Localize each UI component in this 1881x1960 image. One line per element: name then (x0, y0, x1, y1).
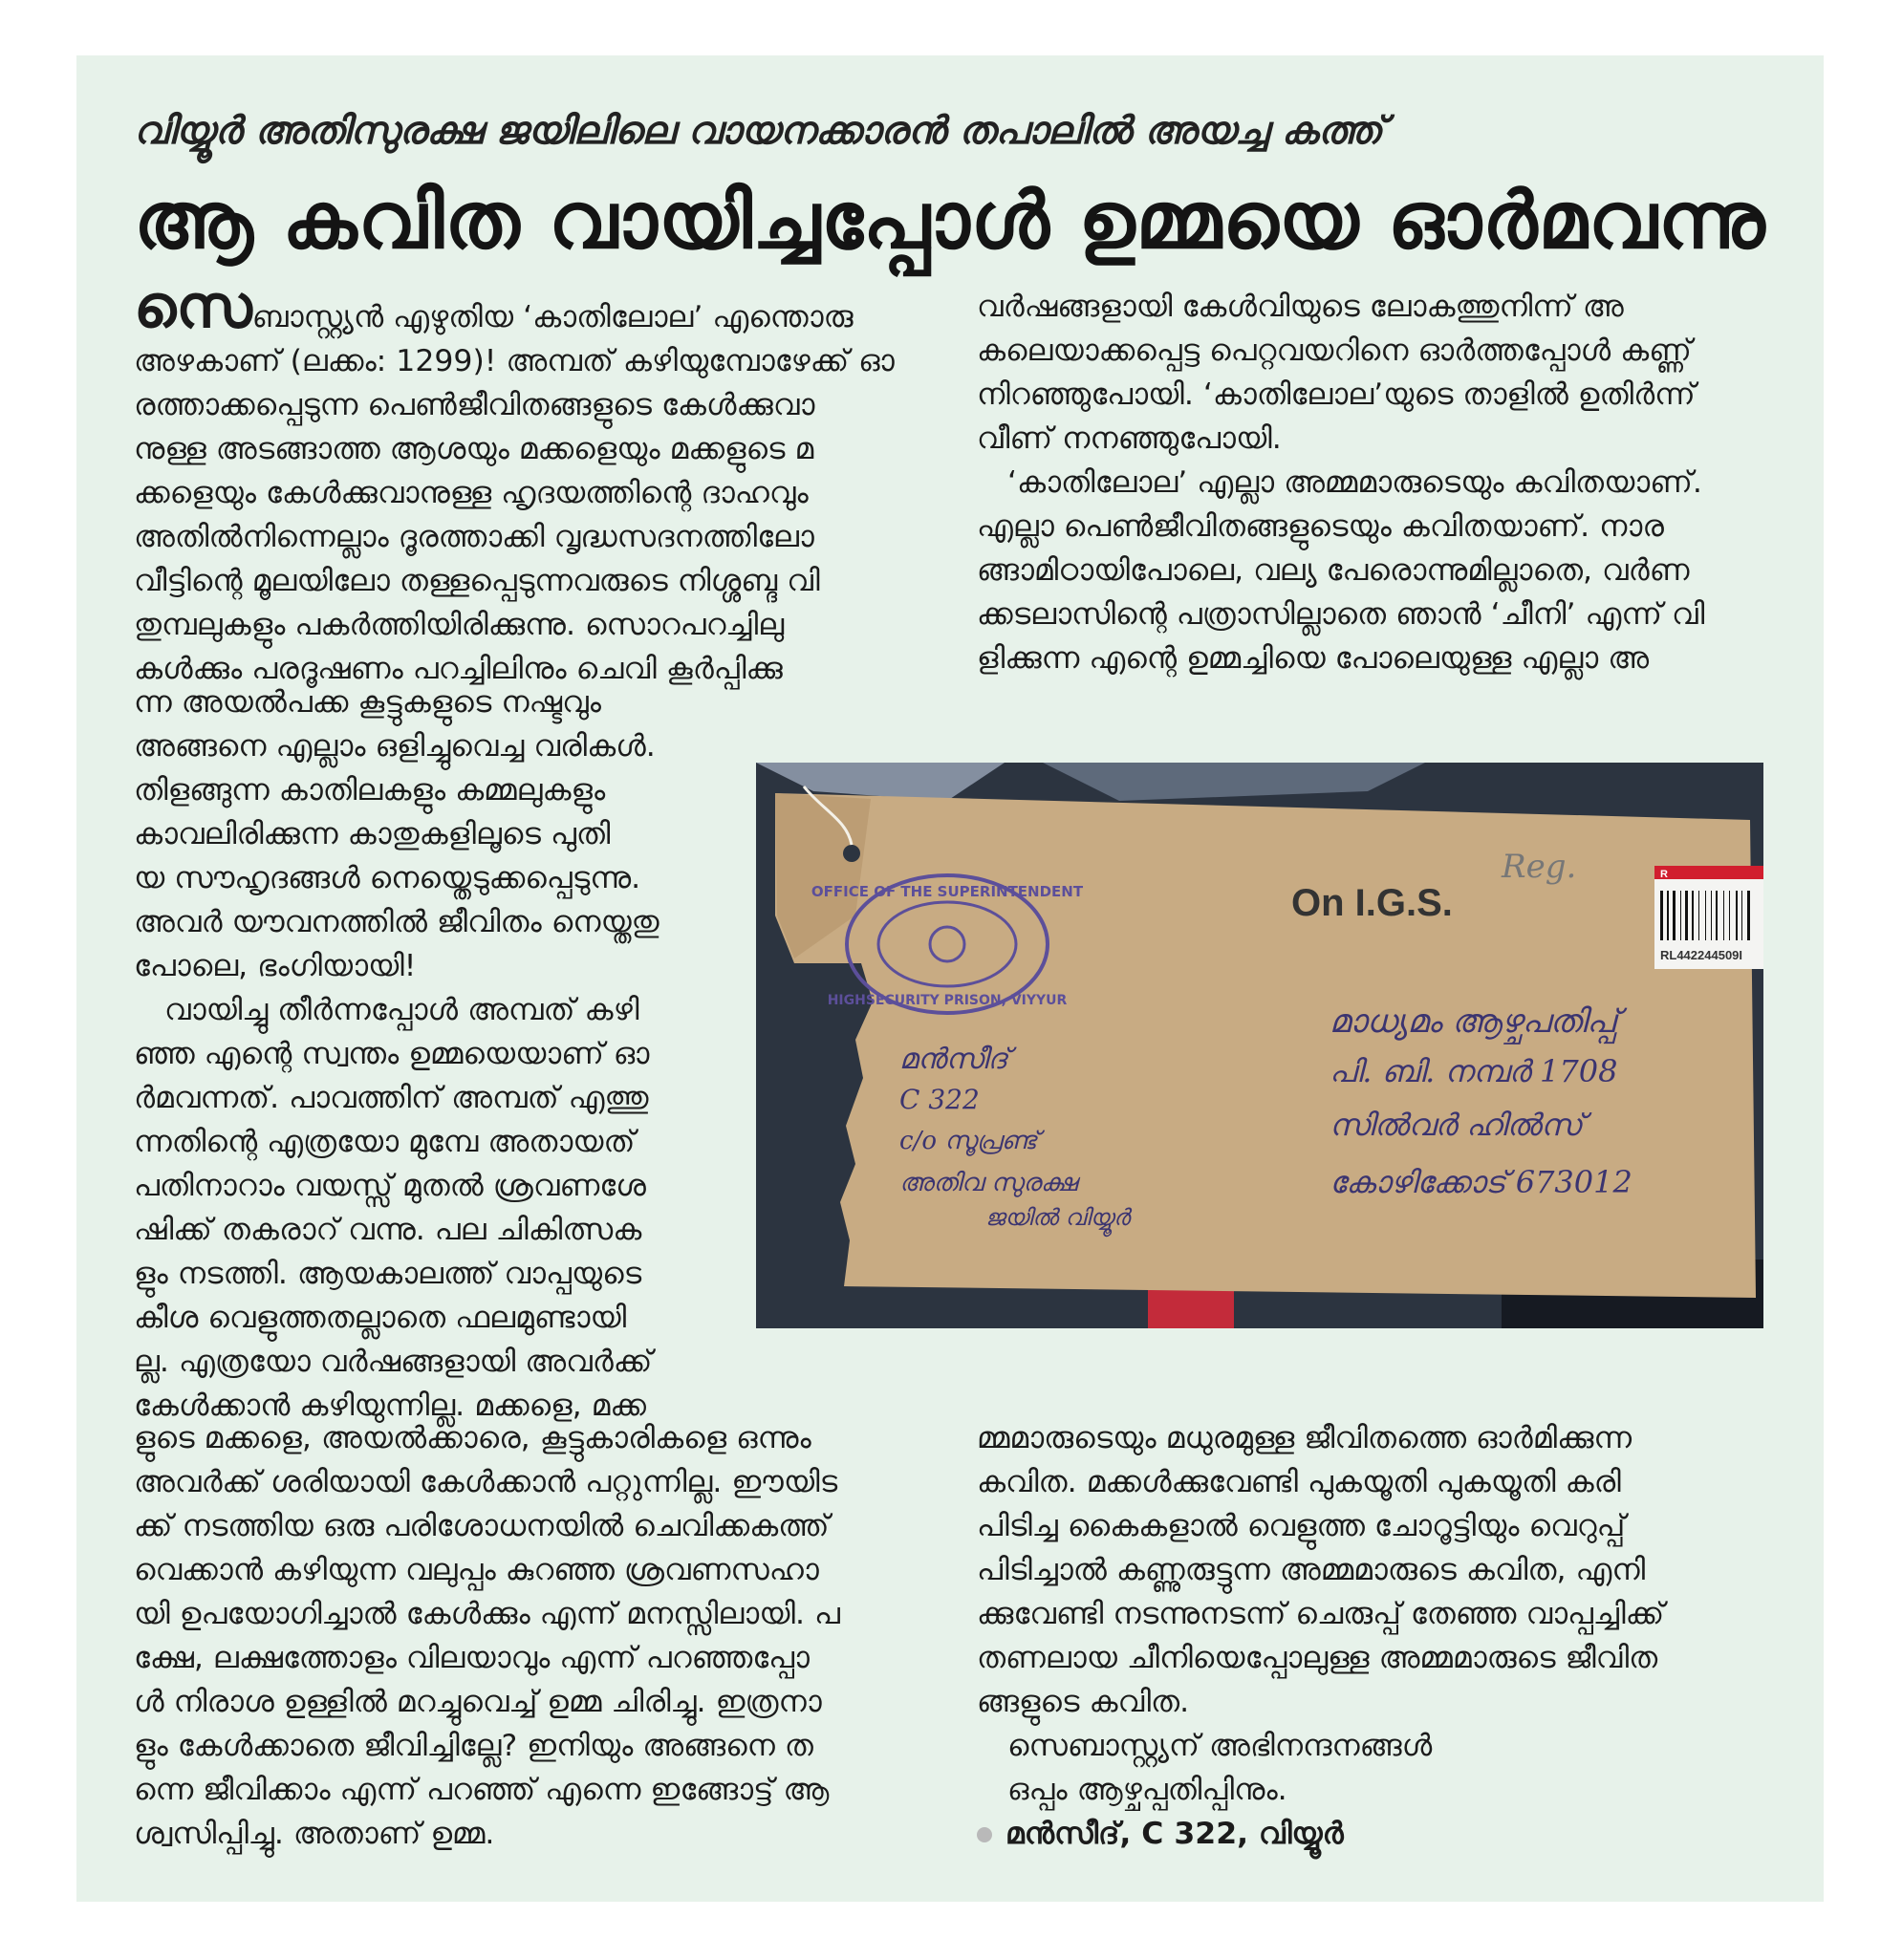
text-line: സെബാസ്റ്റ്യന് അഭിനന്ദനങ്ങൾ (1007, 1729, 1433, 1763)
column-1-bottom (134, 1416, 918, 1856)
text-line: ല്ല. എത്രയോ വർഷങ്ങളായി അവർക്ക് (134, 1345, 653, 1379)
text-line: ന്നതിന്റെ എത്രയോ മുമ്പേ അതായത് (134, 1125, 636, 1159)
signature-text: മൻസീദ്, C 322, വിയ്യൂർ (1005, 1817, 1344, 1851)
text-line: ക്കളെയും കേൾക്കുവാനുള്ള ഹൃദയത്തിന്റെ ദാഹവും (134, 476, 809, 510)
text-line: തുമ്പലുകളും പകർത്തിയിരിക്കുന്നു. സൊറപറച്ചിലു (134, 608, 785, 642)
recipient-line: സിൽവർ ഹിൽസ് (1330, 1107, 1583, 1143)
text-line: വർഷങ്ങളായി കേൾവിയുടെ ലോകത്തുനിന്ന് അ (977, 290, 1624, 324)
text-line: വെക്കാൻ കഴിയുന്ന വലുപ്പം കുറഞ്ഞ ശ്രവണസഹാ (134, 1553, 819, 1587)
text-line: വീട്ടിന്റെ മൂലയിലോ തള്ളപ്പെടുന്നവരുടെ നിശ്ശബ്ദ വി (134, 564, 820, 598)
text-line: പതിനാറാം വയസ്സ് മുതൽ ശ്രവണശേ (134, 1169, 646, 1203)
text-line: ശ്വസിപ്പിച്ചു. അതാണ് ഉമ്മ. (134, 1817, 495, 1851)
text-line: ന്ന അയൽപക്ക കൂട്ടുകളുടെ നഷ്ടവും (134, 685, 601, 720)
text-line: രത്താക്കപ്പെടുന്ന പെൺജീവിതങ്ങളുടെ കേൾക്കുവാ (134, 388, 815, 422)
text-line: കാവലിരിക്കുന്ന കാതുകളിലൂടെ പുതി (134, 817, 611, 851)
text-line: യി ഉപയോഗിച്ചാൽ കേൾക്കും എന്ന് മനസ്സിലായി. പ (134, 1597, 840, 1631)
barcode-red-band (1654, 866, 1763, 879)
text-line: ക്ഷേ, ലക്ഷത്തോളം വിലയാവും എന്ന് പറഞ്ഞപ്പോ (134, 1641, 810, 1675)
stamp-bottom-text: HIGHSECURITY PRISON, VIYYUR (827, 993, 1068, 1008)
text-line: അഴകാണ് (ലക്കം: 1299)! അമ്പത് കഴിയുമ്പോഴേക്ക് ഓ (134, 344, 895, 378)
tag-hole (843, 845, 860, 862)
text-line: ളുടെ മക്കളെ, അയൽക്കാരെ, കൂട്ടുകാരികളെ ഒന്നും (134, 1421, 811, 1455)
text-line: അവർക്ക് ശരിയായി കേൾക്കാൻ പറ്റുന്നില്ല. ഈയിട (134, 1465, 838, 1499)
barcode-bar (1673, 891, 1676, 940)
envelope-photo (756, 763, 1763, 1328)
headline: ആ കവിത വായിച്ചപ്പോൾ ഉമ്മയെ ഓർമവന്നു (134, 176, 1766, 267)
text-line: അതിൽനിന്നെല്ലാം ദൂരത്താക്കി വൃദ്ധസദനത്തിലോ (134, 520, 814, 554)
barcode-bar (1680, 891, 1681, 940)
barcode-bar (1660, 891, 1663, 940)
text-line: ക്കടലാസിന്റെ പത്രാസില്ലാതെ ഞാൻ ‘ചീനി’ എന്ന് വി (977, 597, 1705, 632)
column-2-top (977, 285, 1780, 680)
text-line: വായിച്ചു തീർന്നപ്പോൾ അമ്പത് കഴി (164, 993, 639, 1027)
barcode-bar (1736, 891, 1738, 940)
text-line: ‘കാതിലോല’ എല്ലാ അമ്മമാരുടെയും കവിതയാണ്. (1007, 465, 1702, 500)
text-line: കലെയാക്കപ്പെട്ട പെറ്റവയറിനെ ഓർത്തപ്പോൾ കണ്ണ് (977, 334, 1692, 368)
text-line: വീണ് നനഞ്ഞുപോയി. (977, 421, 1282, 456)
on-igs-label: On I.G.S. (1291, 882, 1453, 924)
sender-line: മൻസീദ് (899, 1043, 1008, 1076)
text-line: കവിത. മക്കൾക്കുവേണ്ടി പുകയൂതി പുകയൂതി കരി (977, 1465, 1621, 1499)
barcode-bar (1741, 891, 1742, 940)
barcode-bar (1698, 891, 1699, 940)
barcode-number: RL442244509I (1660, 948, 1743, 962)
barcode-bar (1685, 891, 1688, 940)
recipient-line: കോഴിക്കോട് 673012 (1330, 1164, 1632, 1200)
sender-line: c/o സൂപ്രണ്ട് (899, 1127, 1038, 1155)
text-line: ബാസ്റ്റ്യൻ എഴുതിയ ‘കാതിലോല’ എന്തൊരു (251, 300, 854, 334)
barcode-bar (1729, 891, 1730, 940)
text-line: ഷിക്ക് തകരാറ് വന്നു. പല ചികിത്സക (134, 1213, 642, 1247)
text-line: കീശ വെളുത്തതല്ലാതെ ഫലമുണ്ടായി (134, 1301, 627, 1335)
barcode-bar (1692, 891, 1694, 940)
sender-line: ജയിൽ വിയ്യൂർ (985, 1204, 1130, 1231)
text-line: അവർ യൗവനത്തിൽ ജീവിതം നെയ്തതു (134, 905, 659, 939)
text-line: എല്ലാ പെൺജീവിതങ്ങളുടെയും കവിതയാണ്. നാര (977, 509, 1664, 544)
column-2-bottom (977, 1416, 1780, 1856)
barcode-r-mark: R (1660, 869, 1668, 880)
recipient-line: മാധ്യമം ആഴ്ചപതിപ്പ് (1330, 1002, 1618, 1041)
column-1-top (134, 271, 918, 691)
sender-line: C 322 (899, 1084, 980, 1115)
signature (977, 1812, 1780, 1856)
barcode-bar (1667, 891, 1669, 940)
barcode-bar (1723, 891, 1724, 940)
text-line: ളിക്കുന്ന എന്റെ ഉമ്മച്ചിയെ പോലെയുള്ള എല്ലാ അ (977, 641, 1650, 676)
text-line: ൾ നിരാശ ഉള്ളിൽ മറച്ചുവെച്ച് ഉമ്മ ചിരിച്ചു. ഇത്രനാ (134, 1685, 822, 1719)
text-line: ഒപ്പം ആഴ്ചപ്പതിപ്പിനും. (1007, 1773, 1287, 1807)
text-line: കൾക്കും പരദൂഷണം പറച്ചിലിനും ചെവി കൂർപ്പിക്കു (134, 652, 783, 686)
bullet-dot-icon (977, 1827, 992, 1842)
envelope-illustration (756, 763, 1763, 1328)
text-line: തണലായ ചീനിയെപ്പോലുള്ള അമ്മമാരുടെ ജീവിത (977, 1641, 1658, 1675)
barcode-bar (1716, 891, 1718, 940)
text-line: നിറഞ്ഞുപോയി. ‘കാതിലോല’യുടെ താളിൽ ഉതിർന്ന് (977, 377, 1696, 412)
recipient-line: പി. ബി. നമ്പർ 1708 (1330, 1053, 1618, 1089)
text-line: യ സൗഹൃദങ്ങൾ നെയ്തെടുക്കപ്പെടുന്നു. (134, 861, 641, 895)
text-line: തിളങ്ങുന്ന കാതിലകളും കമ്മലുകളും (134, 773, 606, 808)
text-line: ഞ്ഞ എന്റെ സ്വന്തം ഉമ്മയെയാണ് ഓ (134, 1037, 650, 1071)
barcode-bar (1747, 891, 1750, 940)
text-line: നുള്ള അടങ്ങാത്ത ആശയും മക്കളെയും മക്കളുടെ മ (134, 432, 814, 466)
dropcap: സെ (134, 271, 252, 341)
sender-line: അതിവ സുരക്ഷ (899, 1169, 1077, 1197)
stamp-top-text: OFFICE OF THE SUPERINTENDENT (811, 883, 1084, 900)
text-line: പിടിച്ചാൽ കണ്ണുരുട്ടുന്ന അമ്മമാരുടെ കവിത, എനി (977, 1553, 1646, 1587)
reg-handwriting: Reg. (1502, 848, 1577, 886)
text-line: ളും നടത്തി. ആയകാലത്ത് വാപ്പയുടെ (134, 1257, 642, 1291)
text-line: ർമവന്നത്. പാവത്തിന് അമ്പത് എത്തു (134, 1081, 649, 1115)
text-line: അങ്ങനെ എല്ലാം ഒളിച്ചുവെച്ച വരികൾ. (134, 729, 656, 764)
barcode-bars (1660, 891, 1750, 940)
kicker: വിയ്യൂർ അതിസുരക്ഷ ജയിലിലെ വായനക്കാരൻ തപാലിൽ അയച്ച കത്ത് (134, 109, 1383, 153)
barcode-bar (1705, 891, 1706, 940)
text-line: മ്മമാരുടെയും മധുരമുള്ള ജീവിതത്തെ ഓർമിക്കുന്ന (977, 1421, 1632, 1455)
text-line: ക്കുവേണ്ടി നടന്നുനടന്ന് ചെരുപ്പ് തേഞ്ഞ വാപ്പച്ചിക്ക് (977, 1597, 1665, 1631)
text-line: ങ്ങളുടെ കവിത. (977, 1685, 1190, 1719)
column-1-middle (134, 680, 707, 1428)
text-line: ന്നെ ജീവിക്കാം എന്ന് പറഞ്ഞ് എന്നെ ഇങ്ങോട്ട് ആ (134, 1773, 830, 1807)
text-line: കേൾക്കാൻ കഴിയുന്നില്ല. മക്കളെ, മക്ക (134, 1389, 646, 1423)
text-line: ക്ക് നടത്തിയ ഒരു പരിശോധനയിൽ ചെവിക്കകത്ത് (134, 1509, 830, 1543)
barcode-bar (1711, 891, 1712, 940)
text-line: പിടിച്ച കൈകളാൽ വെളുത്ത ചോറൂട്ടിയും വെറുപ്പ് (977, 1509, 1626, 1543)
text-line: ങ്ങാമിഠായിപോലെ, വല്യ പേരൊന്നുമില്ലാതെ, വർണ (977, 553, 1690, 588)
text-line: പോലെ, ഭംഗിയായി! (134, 949, 417, 983)
text-line: ളും കേൾക്കാതെ ജീവിച്ചില്ലേ? ഇനിയും അങ്ങനെ ത (134, 1729, 813, 1763)
